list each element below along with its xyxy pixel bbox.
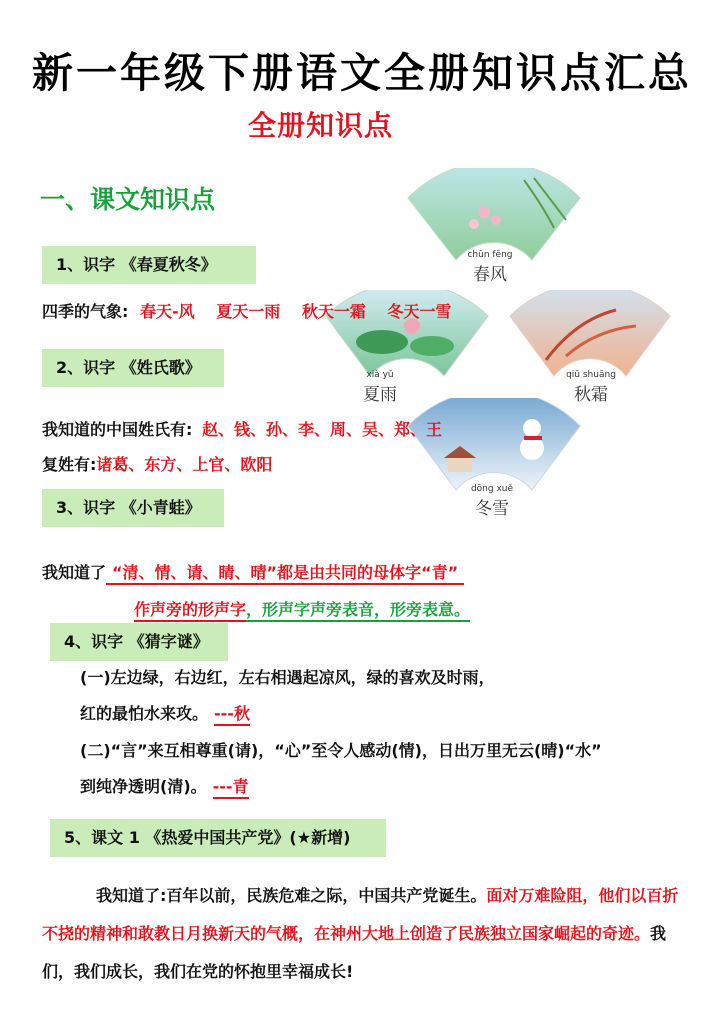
compound-surname-list: 诸葛、东方、上官、欧阳	[96, 455, 273, 474]
lesson-5-part-2: 面对万难险阻，他们以百折不挠的精神和敢教日月换新天的气概，在神州大地上创造了民族独立国家崛起的奇迹。	[42, 886, 679, 943]
lesson-3-prefix: 我知道了	[42, 563, 107, 582]
lesson-3-line-1	[42, 560, 464, 583]
lesson-5-badge: 5、课文 1 《热爱中国共产党》(★新增)	[50, 819, 386, 857]
fan-winter-pinyin: dōng xuě	[470, 484, 514, 494]
lesson-2-badge: 2、识字 《姓氏歌》	[42, 349, 224, 387]
lesson-3-phonetic-compound: 作声旁的形声字	[134, 600, 246, 622]
fan-spring-name: 春风	[473, 265, 507, 285]
lesson-5-paragraph	[42, 877, 692, 991]
fan-autumn-name: 秋霜	[574, 385, 608, 405]
surname-prefix: 我知道的中国姓氏有:	[42, 420, 193, 439]
lesson-3-statement: “清、情、请、睛、晴”都是由共同的母体字“青”	[106, 563, 464, 585]
riddle-1-answer: ---秋	[214, 704, 250, 726]
page-title: 新一年级下册语文全册知识点汇总	[32, 49, 692, 97]
lesson-1-badge: 1、识字 《春夏秋冬》	[42, 246, 256, 284]
fan-summer-name: 夏雨	[363, 385, 397, 405]
riddle-2-answer: ---青	[213, 777, 249, 799]
season-autumn-frost: 秋天一霜	[301, 302, 366, 321]
lesson-1-prefix: 四季的气象:	[42, 302, 129, 321]
page-subtitle: 全册知识点	[248, 109, 394, 142]
fan-winter-name: 冬雪	[475, 499, 509, 519]
compound-surname-prefix: 复姓有:	[42, 455, 97, 474]
riddle-1-line-1: (一)左边绿，右边红，左右相遇起凉风，绿的喜欢及时雨，	[80, 668, 495, 687]
surname-list: 赵、钱、孙、李、周、吴、郑、王	[201, 420, 442, 439]
riddle-1-tail: 红的最怕水来攻。	[80, 704, 209, 723]
season-spring-wind: 春天-风	[139, 302, 195, 321]
lesson-5-part-3: 我们，我们成长，我们在党的怀抱里幸福成长!	[42, 924, 667, 981]
riddle-2-tail: 到纯净透明(清)。	[80, 777, 207, 796]
lesson-1-content	[42, 299, 451, 322]
compound-surname-line	[42, 452, 272, 475]
season-winter-snow: 冬天一雪	[387, 302, 452, 321]
lesson-3-badge: 3、识字 《小青蛙》	[42, 489, 224, 527]
lesson-3-explanation: ，形声字声旁表音，形旁表意。	[246, 600, 470, 622]
fan-summer-pinyin: xià yǔ	[366, 370, 394, 380]
season-summer-rain: 夏天一雨	[216, 302, 281, 321]
lesson-3-line-2	[134, 597, 470, 620]
riddle-2-line-1: (二)“言”来互相尊重(请)，“心”至令人感动(情)，日出万里无云(晴)“水”	[80, 741, 602, 760]
surname-line	[42, 417, 442, 440]
section-heading-texts: 一、课文知识点	[40, 185, 216, 214]
lesson-4-badge: 4、识字 《猜字谜》	[50, 623, 228, 661]
lesson-5-part-1: 我知道了:百年以前，民族危难之际，中国共产党诞生。	[96, 886, 487, 905]
fan-spring-pinyin: chūn fēng	[467, 250, 513, 260]
riddle-2-line-2	[80, 774, 249, 797]
fan-autumn-pinyin: qiū shuāng	[566, 370, 616, 380]
riddle-1-line-2	[80, 701, 250, 724]
